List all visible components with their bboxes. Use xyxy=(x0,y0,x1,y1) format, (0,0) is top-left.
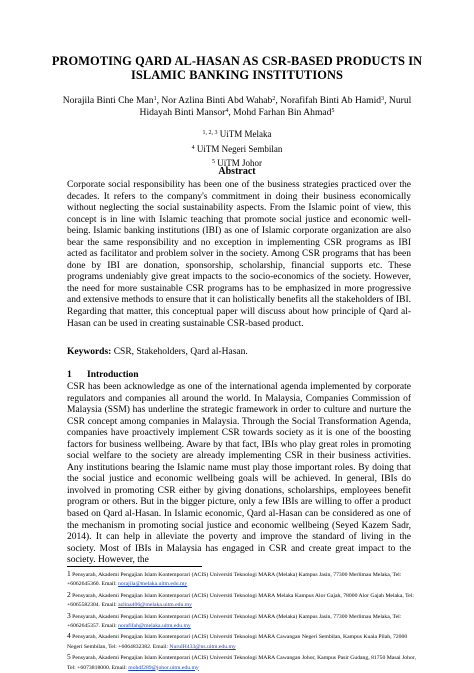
author-sup: 5 xyxy=(331,108,335,114)
footnote-email-link[interactable]: mohdf289@johor.uitm.edu.my xyxy=(128,664,199,671)
author-sup: 3 xyxy=(381,96,385,102)
abstract-text: Corporate social responsibility has been one of the business strategies practiced over the decades. It refers to the company's commitment in doing their business economically without neglecting the social sustainability aspects. From the Islamic point of view, this concept is in line with Islamic teaching that promote social justice and economic well-being. Islamic banking institutions (IBI) as one of Islamic corporate organization are also bear the same responsibility and no exception in implementing CSR programs as IBI acted as facilitator and problem solver in the society. Among CSR programs that has been done by IBI are donation, sponsorship, scholarship, financial supports etc. These programs undeniably give great impacts to the socio-economics of the society. However, the need for more sustainable CSR programs has to be emphasized in more progressive and extensive methods to ensure that it can holistically benefits all the stakeholders of IBI. Regarding that matter, this conceptual paper will discuss about how principle of Qard al-Hasan can be used in creating sustainable CSR-based product. xyxy=(67,180,411,329)
keywords-label: Keywords: xyxy=(67,347,112,357)
author-sup: 1 xyxy=(153,96,157,102)
footnote-number: 5 xyxy=(67,652,71,662)
affiliation-sup: 1, 2, 3 xyxy=(202,130,218,136)
affiliation-sup: 4 xyxy=(191,144,195,151)
keywords-text: CSR, Stakeholders, Qard al-Hasan. xyxy=(113,347,248,357)
footnote-list xyxy=(67,569,417,673)
footnote-text: Pensyarah, Akademi Pengajian Islam Kontemporari (ACIS) Universiti Teknologi MARA Melaka Kampus Alor Gajah, 78000 Alor Gajah Melaka, Tel: +6065582304. Email: xyxy=(67,592,414,609)
footnote-email-link[interactable]: norajila@melaka.uitm.edu.my xyxy=(118,581,188,588)
footnote xyxy=(67,631,417,652)
affiliation-list xyxy=(100,127,374,171)
abstract-heading: Abstract xyxy=(218,166,256,177)
keywords-line xyxy=(67,346,248,358)
footnote xyxy=(67,611,417,632)
affiliation-name: UiTM Melaka xyxy=(219,129,272,139)
footnote-number: 3 xyxy=(67,610,71,620)
footnote-number: 4 xyxy=(67,631,71,641)
author-sup: 4 xyxy=(225,108,229,114)
author-name: Nurul Hidayah Binti Mansor xyxy=(139,95,412,118)
paper-title: PROMOTING QARD AL-HASAN AS CSR-BASED PRODUCTS IN ISLAMIC BANKING INSTITUTIONS xyxy=(51,54,423,82)
footnote xyxy=(67,569,417,590)
section-number: 1 xyxy=(67,370,72,380)
affiliation-name: UiTM Johor xyxy=(217,158,262,168)
author-name: Norajila Binti Che Man xyxy=(62,95,154,106)
affiliation xyxy=(100,127,374,142)
affiliation-sup: 5 xyxy=(212,159,215,165)
footnote-text: Pensyarah, Akademi Pengajian Islam Kontemporari (ACIS) Universiti Teknologi MARA Cawangan Johor, Kampus Pasir Gudang, 81750 Masai Johor, Tel: +6073818000. Email: xyxy=(67,655,416,671)
author-name: Mohd Farhan Bin Ahmad xyxy=(233,107,332,118)
section-title: Introduction xyxy=(87,370,139,380)
footnote-number: 1 xyxy=(67,569,71,578)
footnote-email-link[interactable]: azlina406@melaka.uitm.edu.my xyxy=(118,602,193,609)
footnote-divider xyxy=(67,566,202,567)
footnote-text: Pensyarah, Akademi Pengajian Islam Kontemporari (ACIS) Universiti Teknologi MARA (Melaka) Kampus Jasin, 77300 Merlimau Melaka, Tel: +6062645360. Email: xyxy=(67,572,402,588)
footnote-text: Pensyarah, Akademi Pengajian Islam Kontemporari (ACIS) Universiti Teknologi MARA Cawangan Negeri Sembilan, Kampus Kuala Pilah, 72000 Negeri Sembilan, Tel: +6064832382. Email: xyxy=(67,634,408,650)
affiliation-name: UiTM Negeri Sembilan xyxy=(196,143,283,154)
author-name: Nor Azlina Binti Abd Wahab xyxy=(161,95,273,106)
footnote-number: 2 xyxy=(67,589,71,599)
introduction-text: CSR has been acknowledge as one of the international agenda implemented by corporate regulators and companies all around the world. In Malaysia, Companies Commission of Malaysia (SSM) has underline the strategic framework in order to culture and nurture the CSR concept among companies in Malaysia. Through the Social Transformation Agenda, companies have proactively implement CSR towards society as it is one of the boosting factors for business wellbeing. Aware by that fact, IBIs who play great roles in promoting social welfare to the society are already implementing CSR in their business activities. Any institutions bearing the Islamic name must play those important roles. By doing that the social justice and economic wellbeing goals will be achieved. In general, IBIs do involved in promoting CSR either by giving donations, scholarships, employees benefit program or others. But in the bigger picture, only a few IBIs are willing to offer a product based on Qard al-Hasan. In Islamic economic, Qard al-Hasan can be considered as one of the mechanism in promoting social justice and economic wellbeing (Seyed Kazem Sadr, 2014). It can help in alleviate the poverty and improve the standard of living in the society. Most of IBIs in Malaysia has engaged in CSR and create great impact to the society. However, the xyxy=(67,382,411,566)
section-heading xyxy=(67,370,139,380)
footnote xyxy=(67,590,417,611)
author-list: Norajila Binti Che Man$^1$, Nor Azlina Binti Abd Wahab$^2$, Norafifah Binti Ab Hamid$^3$, Nurul Hidayah Binti Mansor$^4$, Mohd Farhan Bin Ahmad$^5$ xyxy=(62,95,412,118)
author-name: Norafifah Binti Ab Hamid xyxy=(280,95,382,106)
author-sup: 2 xyxy=(272,96,276,102)
footnote-text: Pensyarah, Akademi Pengajian Islam Kontemporari (ACIS) Universiti Teknologi MARA (Melaka) Kampus Jasin, 77300 Merlimau Melaka, Tel: +6062645357. Email: xyxy=(67,613,402,630)
affiliation xyxy=(100,142,374,157)
footnote-email-link[interactable]: norafifah@melaka.uitm.edu.my xyxy=(118,623,191,630)
footnote-email-link[interactable]: NurulH433@ns.uitm.edu.my xyxy=(169,643,236,650)
